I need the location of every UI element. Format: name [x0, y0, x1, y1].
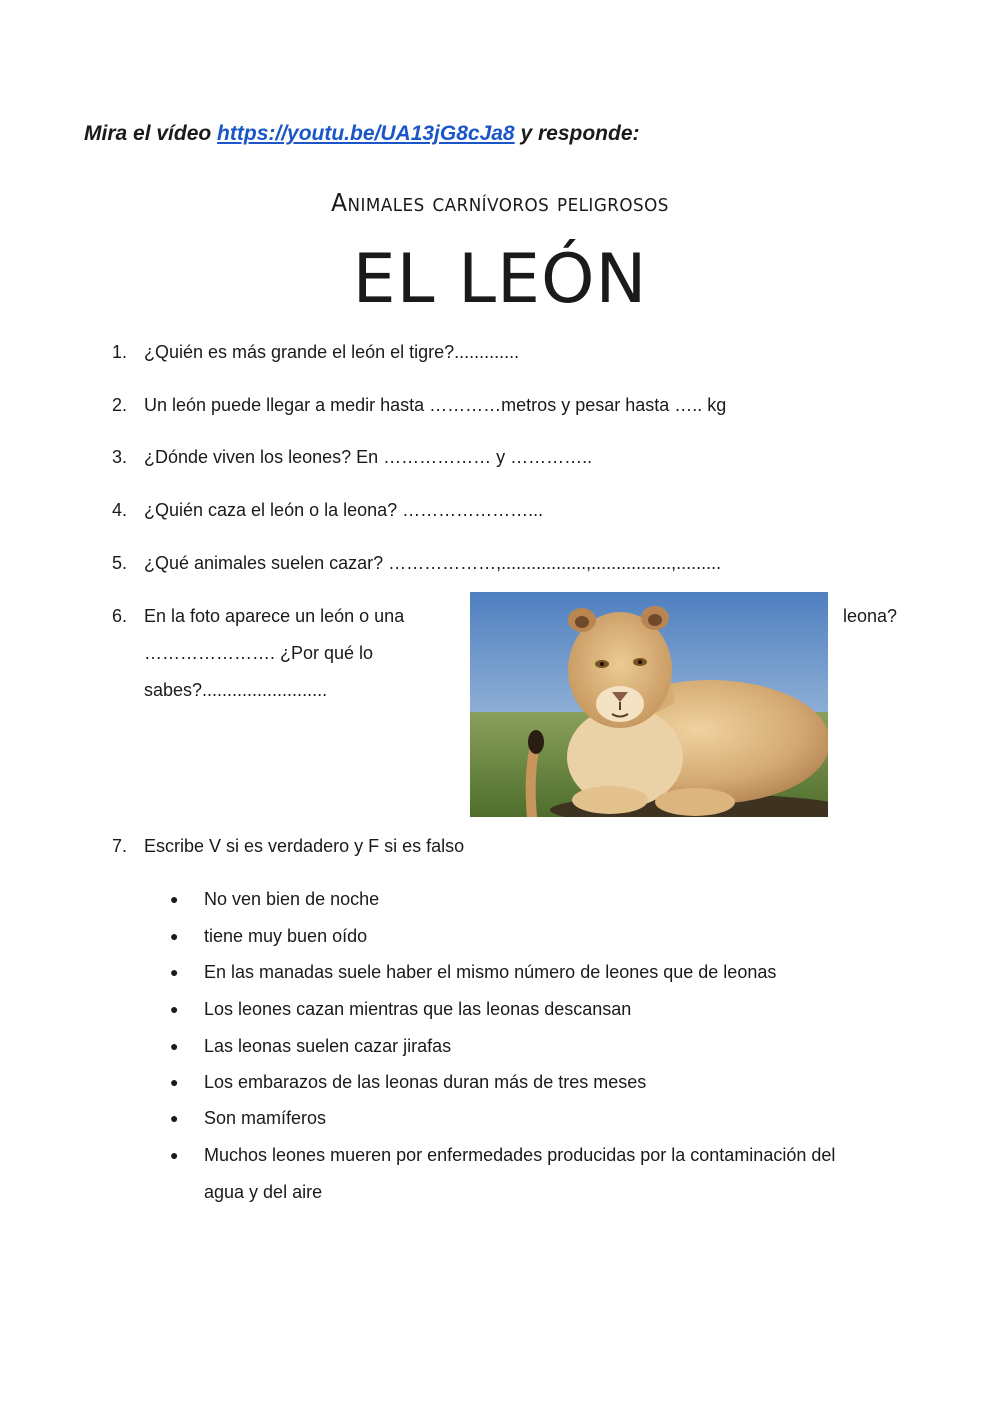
question-6-line-2: …………………. ¿Por qué lo — [144, 643, 374, 663]
intro-prefix: Mira el vídeo — [84, 122, 218, 145]
statement-item — [170, 1034, 451, 1058]
question-number: 5. — [112, 553, 128, 573]
question-text: ¿Quién caza el león o la leona? …………………... — [144, 500, 544, 520]
question-number: 3. — [112, 447, 128, 467]
question-number: 6. — [112, 606, 128, 626]
question-6 — [112, 604, 404, 628]
statement-item — [170, 1143, 835, 1167]
statement-text: Los embarazos de las leonas duran más de tres meses — [204, 1072, 647, 1092]
statement-text: No ven bien de noche — [204, 889, 380, 909]
statement-continuation: agua y del aire — [204, 1182, 323, 1202]
question-3 — [112, 445, 592, 469]
statement-text: Son mamíferos — [204, 1108, 327, 1128]
question-number: 2. — [112, 395, 128, 415]
statement-item — [170, 924, 367, 948]
bullet-icon: ● — [170, 1110, 179, 1126]
statement-text: Muchos leones mueren por enfermedades producidas por la contaminación del — [204, 1145, 836, 1165]
video-link[interactable]: https://youtu.be/UA13jG8cJa8 — [217, 122, 515, 145]
bullet-icon: ● — [170, 1038, 179, 1054]
question-number: 4. — [112, 500, 128, 520]
question-text: Escribe V si es verdadero y F si es falso — [144, 836, 465, 856]
bullet-icon: ● — [170, 1001, 179, 1017]
bullet-icon: ● — [170, 928, 179, 944]
question-4 — [112, 498, 543, 522]
question-2 — [112, 393, 726, 417]
question-1 — [112, 340, 519, 364]
intro-suffix: y responde: — [514, 122, 640, 145]
question-text: Un león puede llegar a medir hasta …………metros y pesar hasta ….. kg — [144, 395, 727, 415]
worksheet-title: EL LEÓN — [352, 240, 648, 319]
question-text: ¿Qué animales suelen cazar? ………………,.................,................,......... — [144, 553, 722, 573]
bullet-icon: ● — [170, 891, 179, 907]
question-7 — [112, 834, 464, 858]
statement-item — [170, 1106, 326, 1130]
question-number: 7. — [112, 836, 128, 856]
lioness-photo — [470, 592, 828, 817]
statement-text: Los leones cazan mientras que las leonas descansan — [204, 999, 632, 1019]
bullet-icon: ● — [170, 1074, 179, 1090]
bullet-icon: ● — [170, 1147, 179, 1163]
question-text: En la foto aparece un león o una — [144, 606, 405, 626]
question-text: ¿Quién es más grande el león el tigre?............. — [144, 342, 520, 362]
statement-item — [170, 960, 776, 984]
statement-text: Las leonas suelen cazar jirafas — [204, 1036, 452, 1056]
bullet-icon: ● — [170, 964, 179, 980]
question-6-text-right: leona? — [843, 606, 898, 626]
question-6-line-3: sabes?......................... — [144, 680, 328, 700]
question-text: ¿Dónde viven los leones? En ……………… y ………….. — [144, 447, 593, 467]
statement-item — [170, 1070, 646, 1094]
question-5 — [112, 551, 721, 575]
statement-item — [170, 997, 631, 1021]
statement-text: En las manadas suele haber el mismo número de leones que de leonas — [204, 962, 777, 982]
statement-item — [170, 887, 379, 911]
worksheet-subtitle: Animales carnívoros peligrosos — [331, 188, 669, 217]
statement-text: tiene muy buen oído — [204, 926, 368, 946]
question-number: 1. — [112, 342, 128, 362]
intro-instruction — [84, 122, 640, 146]
